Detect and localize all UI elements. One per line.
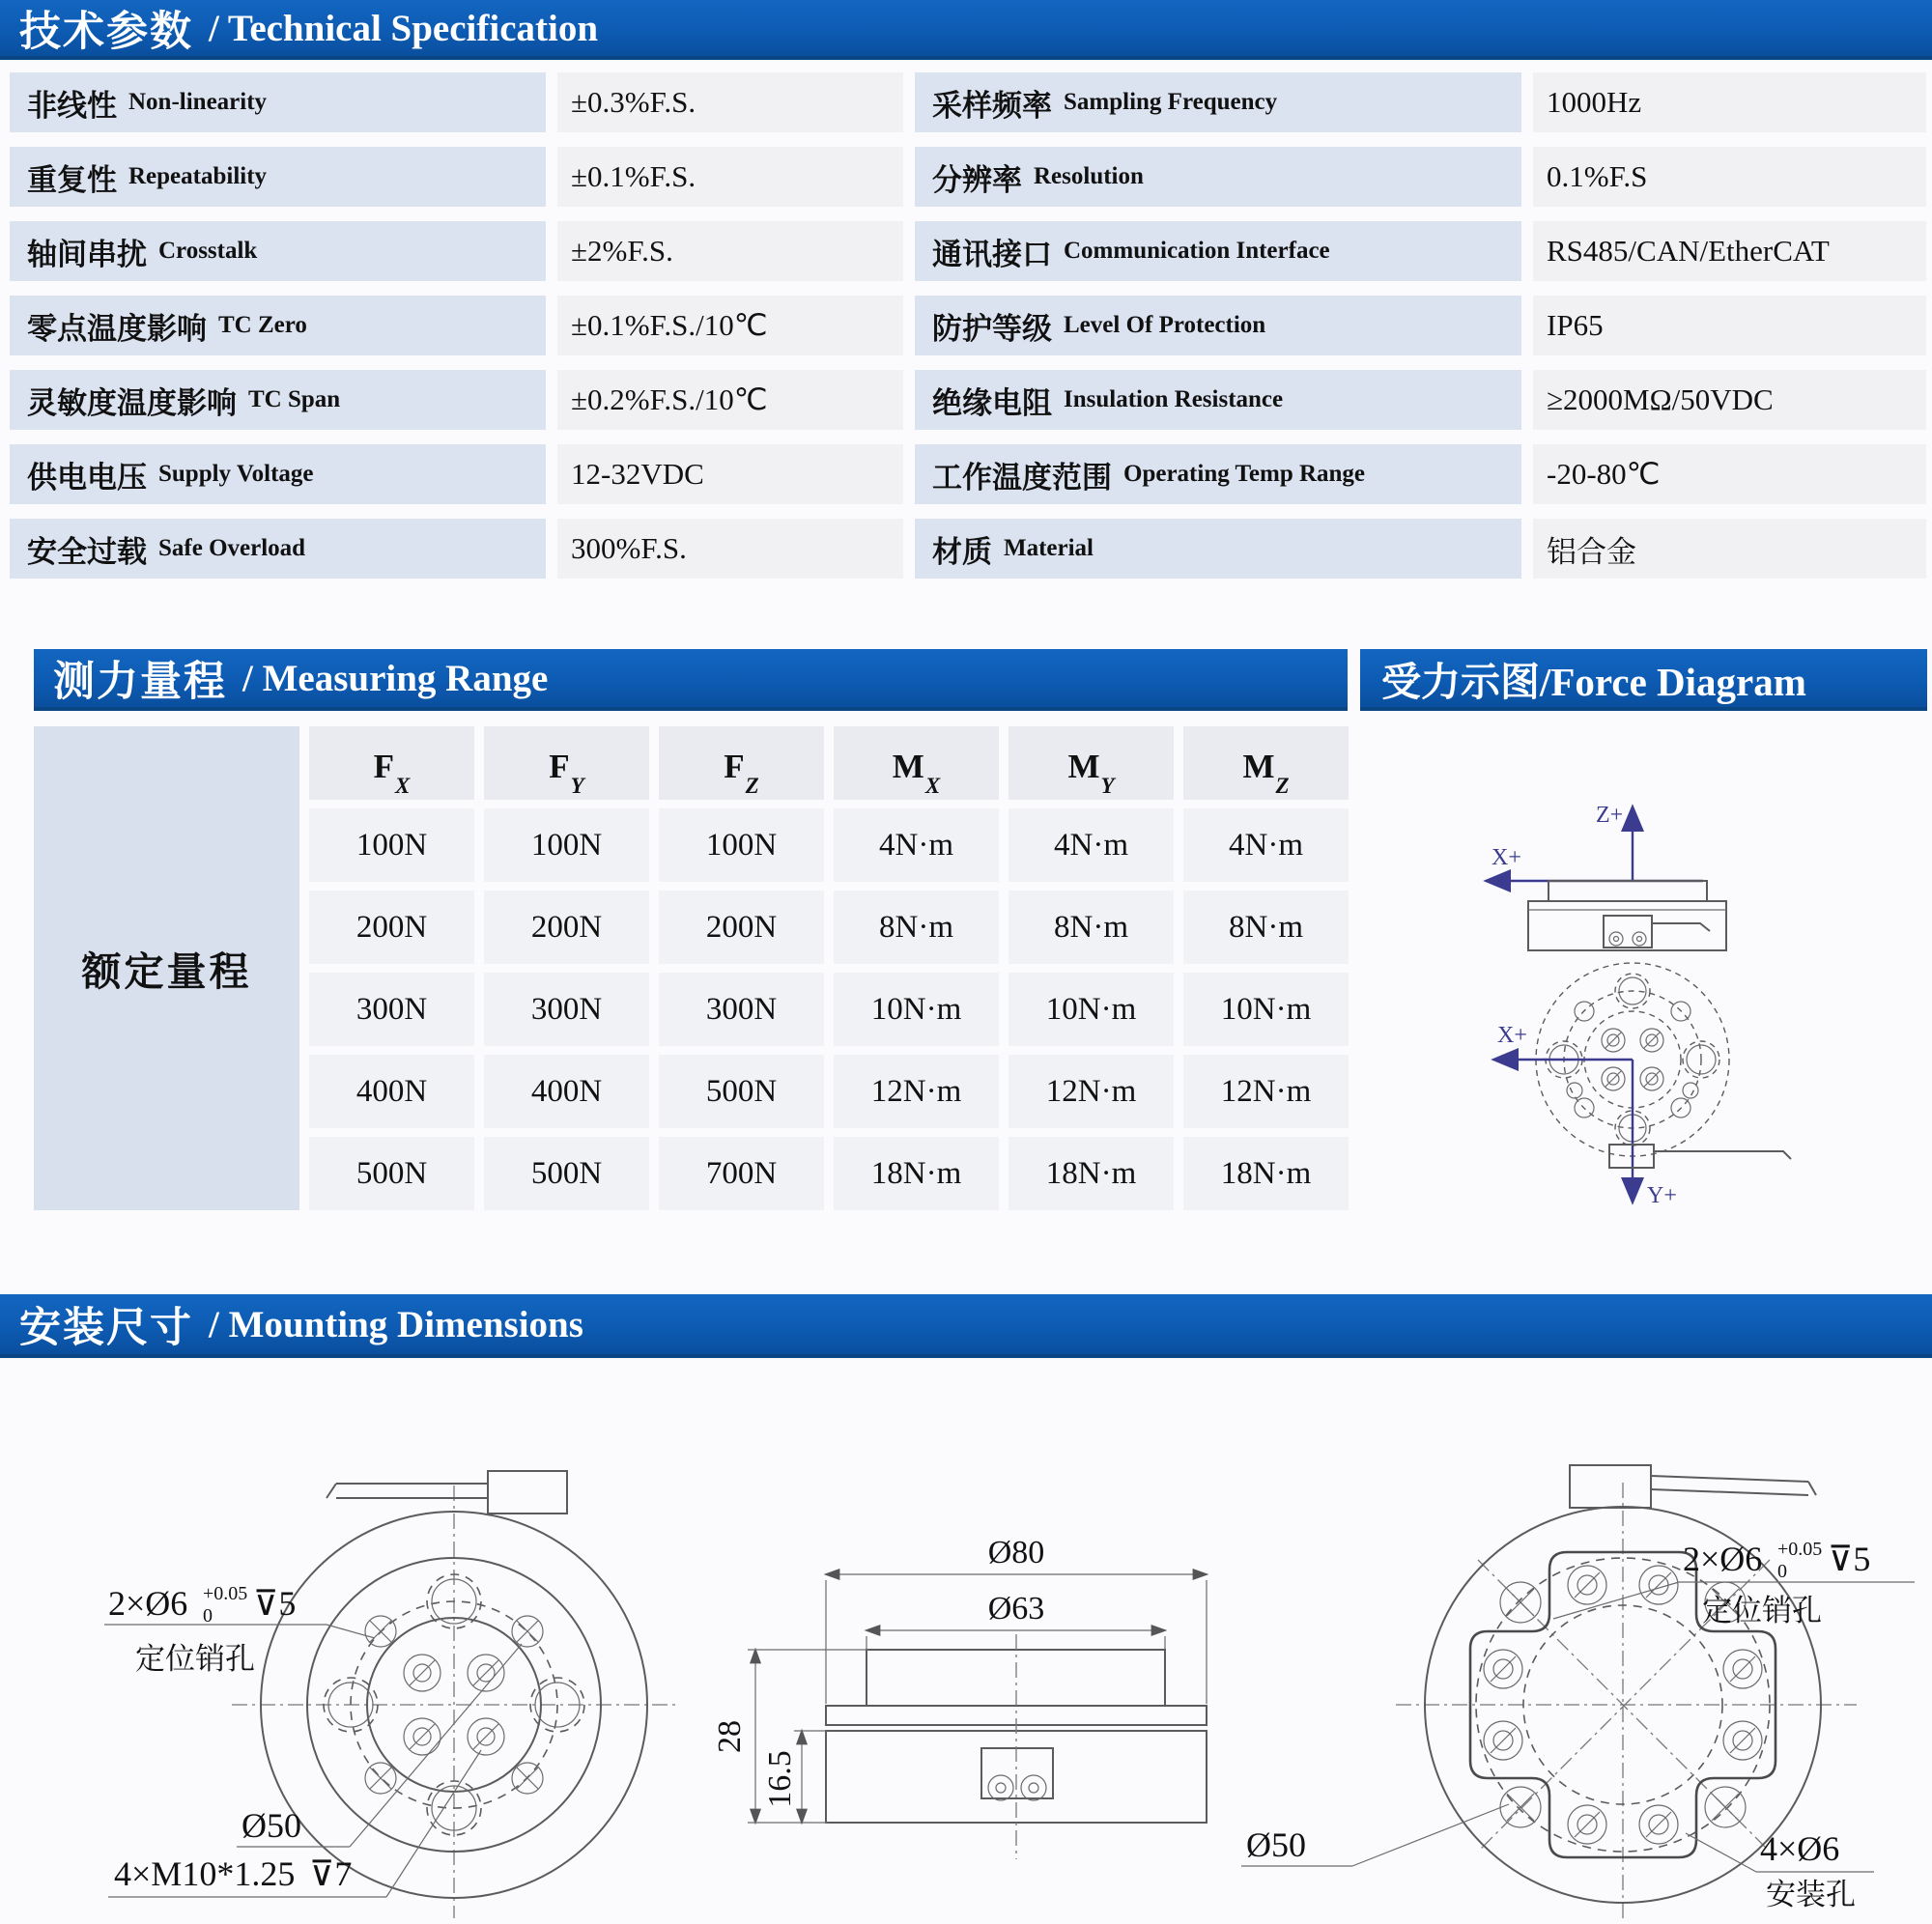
range-cell: 18N·m bbox=[834, 1137, 999, 1210]
spec-value: ±0.3%F.S. bbox=[557, 72, 903, 132]
side-height-body: 16.5 bbox=[762, 1750, 798, 1808]
bottom-pin-tol-top: +0.05 bbox=[1777, 1539, 1823, 1560]
range-cell: 10N·m bbox=[1183, 973, 1349, 1046]
range-cell: 200N bbox=[659, 891, 824, 964]
spec-label: 通讯接口 Communication Interface bbox=[915, 221, 1521, 281]
spec-value: ±0.1%F.S./10℃ bbox=[557, 296, 903, 355]
col-header-mz: M Z bbox=[1183, 726, 1349, 800]
spec-label: 工作温度范围 Operating Temp Range bbox=[915, 444, 1521, 504]
spec-label: 供电电压 Supply Voltage bbox=[10, 444, 546, 504]
spec-value: ±0.1%F.S. bbox=[557, 147, 903, 207]
spec-label: 灵敏度温度影响 TC Span bbox=[10, 370, 546, 430]
x-axis-top-label: X+ bbox=[1497, 1023, 1527, 1048]
front-pin-tol-bot: 0 bbox=[203, 1605, 213, 1627]
bottom-pin-depth: ⊽5 bbox=[1828, 1540, 1871, 1578]
tech-spec-title-zh: 技术参数 bbox=[19, 8, 193, 55]
front-thread-depth: ⊽7 bbox=[309, 1854, 353, 1893]
force-diagram-title: 受力示图/Force Diagram bbox=[1381, 659, 1806, 704]
bottom-bolt-circle: Ø50 bbox=[1246, 1825, 1306, 1864]
spec-label: 分辨率 Resolution bbox=[915, 147, 1521, 207]
spec-label: 非线性 Non-linearity bbox=[10, 72, 546, 132]
spec-value: ±0.2%F.S./10℃ bbox=[557, 370, 903, 430]
front-pin-tol-top: +0.05 bbox=[203, 1583, 248, 1604]
range-cell: 4N·m bbox=[1183, 808, 1349, 882]
col-header-mx: M X bbox=[834, 726, 999, 800]
spec-label: 防护等级 Level Of Protection bbox=[915, 296, 1521, 355]
z-axis-label: Z+ bbox=[1596, 803, 1624, 828]
range-cell: 300N bbox=[309, 973, 474, 1046]
range-cell: 200N bbox=[309, 891, 474, 964]
range-cell: 8N·m bbox=[1009, 891, 1174, 964]
y-axis-top-label: Y+ bbox=[1647, 1183, 1677, 1208]
front-view-drawing bbox=[104, 1471, 678, 1918]
spec-value: RS485/CAN/EtherCAT bbox=[1533, 221, 1926, 281]
range-cell: 100N bbox=[659, 808, 824, 882]
spec-value: ≥2000MΩ/50VDC bbox=[1533, 370, 1926, 430]
x-axis-side-label: X+ bbox=[1492, 845, 1521, 870]
side-dia-outer: Ø80 bbox=[987, 1535, 1045, 1570]
range-cell: 18N·m bbox=[1183, 1137, 1349, 1210]
range-cell: 500N bbox=[659, 1055, 824, 1128]
bottom-view-drawing bbox=[1241, 1465, 1915, 1922]
bottom-mount-label: 4×Ø6 bbox=[1760, 1829, 1840, 1868]
range-cell: 700N bbox=[659, 1137, 824, 1210]
measuring-range-table bbox=[34, 726, 1349, 1210]
spec-label: 零点温度影响 TC Zero bbox=[10, 296, 546, 355]
tech-spec-title-en: / Technical Specification bbox=[209, 7, 599, 49]
spec-value: IP65 bbox=[1533, 296, 1926, 355]
col-header-my: M Y bbox=[1009, 726, 1174, 800]
range-cell: 12N·m bbox=[1009, 1055, 1174, 1128]
spec-label: 材质 Material bbox=[915, 519, 1521, 579]
front-thread-label: 4×M10*1.25 bbox=[114, 1854, 296, 1893]
range-cell: 4N·m bbox=[834, 808, 999, 882]
mounting-title-zh: 安装尺寸 bbox=[19, 1304, 193, 1351]
range-cell: 400N bbox=[484, 1055, 649, 1128]
range-cell: 10N·m bbox=[834, 973, 999, 1046]
spec-value: -20-80℃ bbox=[1533, 444, 1926, 504]
spec-value: 0.1%F.S bbox=[1533, 147, 1926, 207]
mounting-drawings bbox=[0, 1372, 1932, 1924]
front-pin-label: 2×Ø6 bbox=[108, 1584, 188, 1623]
force-top-view bbox=[1495, 963, 1791, 1208]
rated-range-label: 额定量程 bbox=[34, 726, 299, 1210]
measuring-range-title-en: / Measuring Range bbox=[242, 657, 549, 699]
bottom-pin-name: 定位销孔 bbox=[1702, 1594, 1822, 1627]
force-diagram-header bbox=[1360, 649, 1927, 711]
spec-value: 铝合金 bbox=[1533, 519, 1926, 579]
bottom-pin-label: 2×Ø6 bbox=[1683, 1540, 1763, 1578]
force-diagram-drawing bbox=[1360, 720, 1927, 1214]
side-view-drawing bbox=[712, 1535, 1207, 1859]
measuring-range-header bbox=[34, 649, 1348, 711]
range-cell: 4N·m bbox=[1009, 808, 1174, 882]
spec-label: 轴间串扰 Crosstalk bbox=[10, 221, 546, 281]
spec-value: 12-32VDC bbox=[557, 444, 903, 504]
range-cell: 100N bbox=[484, 808, 649, 882]
range-cell: 200N bbox=[484, 891, 649, 964]
range-cell: 18N·m bbox=[1009, 1137, 1174, 1210]
side-dia-inner: Ø63 bbox=[987, 1591, 1045, 1627]
col-header-fy: F Y bbox=[484, 726, 649, 800]
spec-value: ±2%F.S. bbox=[557, 221, 903, 281]
range-cell: 8N·m bbox=[1183, 891, 1349, 964]
front-pin-name: 定位销孔 bbox=[135, 1642, 255, 1676]
range-cell: 12N·m bbox=[1183, 1055, 1349, 1128]
range-cell: 10N·m bbox=[1009, 973, 1174, 1046]
range-cell: 8N·m bbox=[834, 891, 999, 964]
mounting-dimensions-header bbox=[0, 1294, 1932, 1358]
range-cell: 12N·m bbox=[834, 1055, 999, 1128]
front-pin-depth: ⊽5 bbox=[253, 1584, 297, 1623]
spec-label: 安全过载 Safe Overload bbox=[10, 519, 546, 579]
spec-value: 300%F.S. bbox=[557, 519, 903, 579]
tech-spec-table bbox=[10, 72, 1927, 579]
spec-label: 重复性 Repeatability bbox=[10, 147, 546, 207]
range-cell: 500N bbox=[309, 1137, 474, 1210]
col-header-fz: F Z bbox=[659, 726, 824, 800]
measuring-range-title-zh: 测力量程 bbox=[53, 658, 227, 705]
spec-label: 绝缘电阻 Insulation Resistance bbox=[915, 370, 1521, 430]
range-cell: 500N bbox=[484, 1137, 649, 1210]
tech-spec-header bbox=[0, 0, 1932, 60]
force-side-view bbox=[1488, 803, 1726, 950]
front-bolt-circle: Ø50 bbox=[242, 1806, 301, 1845]
bottom-pin-tol-bot: 0 bbox=[1777, 1561, 1787, 1582]
mounting-title-en: / Mounting Dimensions bbox=[209, 1303, 583, 1345]
spec-value: 1000Hz bbox=[1533, 72, 1926, 132]
range-cell: 400N bbox=[309, 1055, 474, 1128]
side-height-total: 28 bbox=[712, 1720, 748, 1753]
range-cell: 300N bbox=[659, 973, 824, 1046]
col-header-fx: F X bbox=[309, 726, 474, 800]
range-cell: 100N bbox=[309, 808, 474, 882]
range-cell: 300N bbox=[484, 973, 649, 1046]
bottom-mount-name: 安装孔 bbox=[1766, 1878, 1856, 1911]
spec-label: 采样频率 Sampling Frequency bbox=[915, 72, 1521, 132]
